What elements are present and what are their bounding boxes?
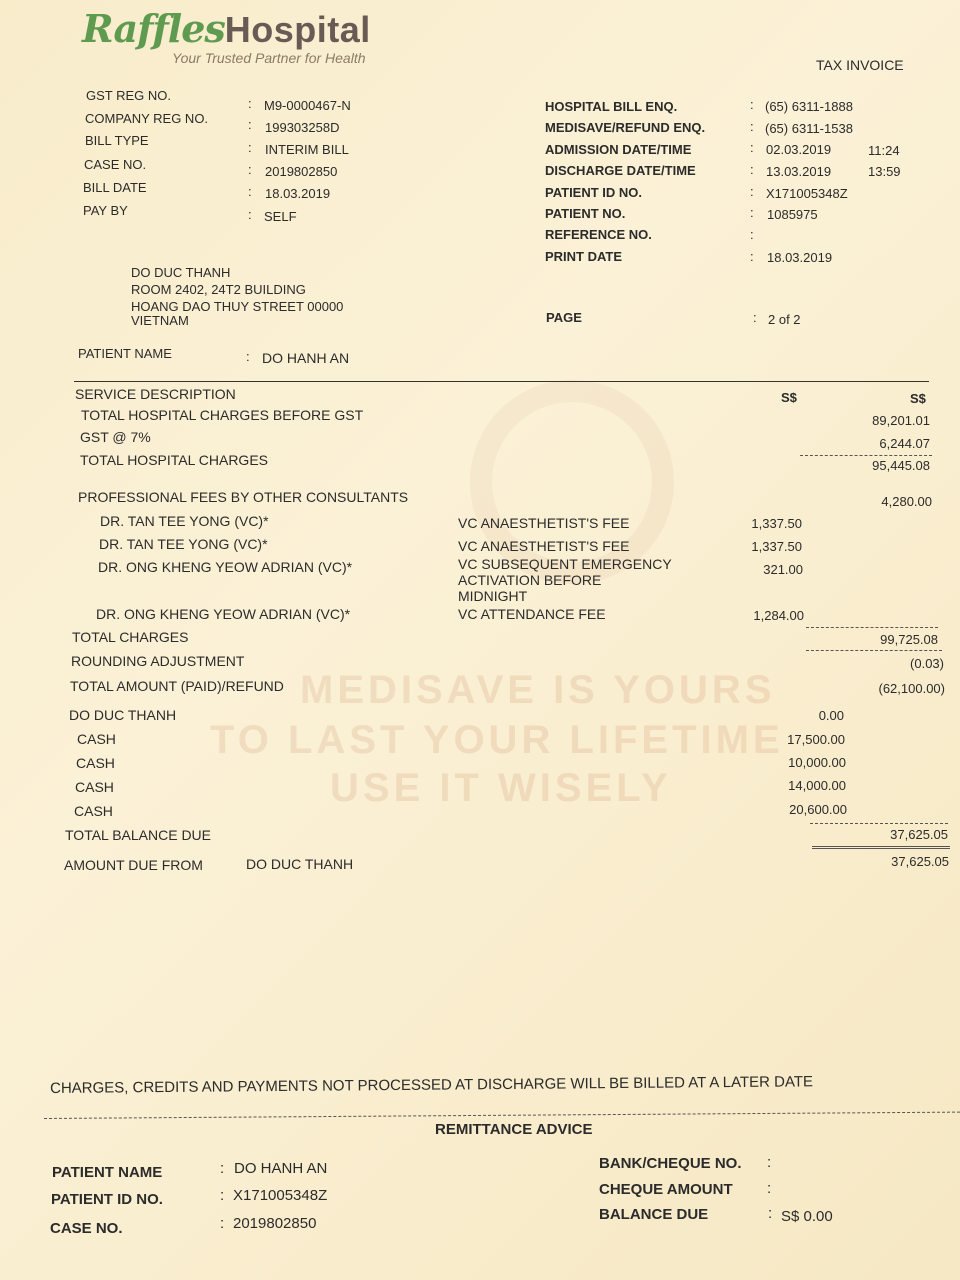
balance-rule: [810, 823, 948, 824]
fee-amount: 321.00: [763, 562, 803, 577]
page-label: PAGE: [546, 310, 582, 325]
page-colon: :: [753, 310, 757, 325]
company-reg-colon: :: [248, 117, 252, 132]
discharge-label: DISCHARGE DATE/TIME: [545, 163, 696, 178]
print-date-colon: :: [750, 249, 754, 264]
admission-label: ADMISSION DATE/TIME: [545, 142, 692, 157]
logo-tagline: Your Trusted Partner for Health: [172, 50, 366, 66]
company-reg-value: 199303258D: [265, 120, 340, 135]
remit-patient-name-colon: :: [220, 1160, 225, 1177]
pay-by-label: PAY BY: [83, 203, 128, 218]
bank-cheque-no-label: BANK/CHEQUE NO.: [599, 1155, 742, 1172]
address-line: HOANG DAO THUY STREET 00000: [131, 299, 344, 314]
watermark-line-1: MEDISAVE IS YOURS: [300, 668, 776, 712]
admission-time: 11:24: [868, 143, 900, 158]
remit-patient-id-value: X171005348Z: [233, 1187, 328, 1204]
total-charges-amount: 99,725.08: [880, 632, 938, 647]
tear-line: [44, 1112, 960, 1119]
subtotal-rule: [800, 455, 932, 456]
hospital-charges-before-gst-amount: 89,201.01: [872, 413, 930, 428]
balance-due-label: BALANCE DUE: [599, 1206, 709, 1223]
rounding-adjustment-label: ROUNDING ADJUSTMENT: [71, 653, 245, 669]
document-type: TAX INVOICE: [816, 57, 904, 73]
case-no-label: CASE NO.: [84, 157, 147, 172]
billing-notice: CHARGES, CREDITS AND PAYMENTS NOT PROCESSED AT DISCHARGE WILL BE BILLED AT A LATER DATE: [50, 1073, 814, 1097]
bank-cheque-no-colon: :: [767, 1154, 772, 1171]
discharge-date: 13.03.2019: [766, 164, 832, 179]
payment-method: CASH: [75, 779, 114, 795]
fee-amount: 1,337.50: [751, 539, 802, 554]
total-charges-label: TOTAL CHARGES: [72, 629, 189, 645]
patient-name-value: DO HANH AN: [262, 350, 350, 366]
professional-fees-label: PROFESSIONAL FEES BY OTHER CONSULTANTS: [78, 489, 409, 505]
gst-amount: 6,244.07: [879, 436, 930, 451]
patient-id-label: PATIENT ID NO.: [545, 185, 643, 200]
patient-no-colon: :: [750, 205, 754, 220]
fee-description: VC ATTENDANCE FEE: [458, 606, 606, 622]
gst-label: GST @ 7%: [80, 429, 151, 445]
amount-due-from-label: AMOUNT DUE FROM: [64, 857, 203, 873]
balance-due-value: S$ 0.00: [781, 1208, 833, 1225]
total-paid-refund-amount: (62,100.00): [878, 681, 945, 696]
payment-method: CASH: [77, 731, 116, 747]
hospital-charges-before-gst-label: TOTAL HOSPITAL CHARGES BEFORE GST: [81, 407, 364, 423]
payment-amount: 10,000.00: [788, 755, 846, 770]
case-no-colon: :: [248, 162, 252, 177]
payer-amount: 0.00: [818, 708, 844, 723]
payment-amount: 17,500.00: [787, 732, 845, 747]
fee-doctor: DR. ONG KHENG YEOW ADRIAN (VC)*: [98, 559, 353, 575]
gst-reg-label: GST REG NO.: [86, 88, 171, 103]
payment-method: CASH: [74, 803, 113, 819]
admission-colon: :: [750, 140, 754, 155]
rounding-adjustment-amount: (0.03): [910, 656, 944, 671]
address-line: VIETNAM: [131, 313, 189, 328]
service-description-heading: SERVICE DESCRIPTION: [75, 386, 236, 402]
bill-date-value: 18.03.2019: [265, 186, 331, 201]
amount-due-from-amount: 37,625.05: [891, 854, 949, 869]
discharge-colon: :: [750, 162, 754, 177]
pay-by-colon: :: [248, 207, 252, 222]
company-reg-label: COMPANY REG NO.: [85, 111, 209, 126]
gst-reg-value: M9-0000467-N: [264, 98, 351, 113]
reference-no-label: REFERENCE NO.: [545, 227, 652, 242]
hospital-bill-enq-label: HOSPITAL BILL ENQ.: [545, 99, 678, 114]
hospital-logo: [82, 6, 371, 51]
address-line: DO DUC THANH: [131, 265, 231, 280]
fee-doctor: DR. TAN TEE YONG (VC)*: [99, 536, 268, 552]
fee-description: VC ANAESTHETIST'S FEE: [458, 538, 630, 554]
cheque-amount-colon: :: [767, 1180, 772, 1197]
logo-brand: Raffles: [82, 6, 225, 51]
reference-no-colon: :: [750, 227, 754, 242]
patient-name-label: PATIENT NAME: [78, 346, 172, 361]
balance-double-rule: [812, 846, 950, 849]
remit-patient-name-label: PATIENT NAME: [52, 1164, 163, 1181]
patient-id-value: X171005348Z: [766, 186, 848, 201]
page-value: 2 of 2: [768, 312, 801, 327]
remit-patient-id-colon: :: [220, 1187, 225, 1204]
medisave-enq-label: MEDISAVE/REFUND ENQ.: [545, 120, 706, 135]
payer-name: DO DUC THANH: [69, 707, 177, 723]
total-paid-refund-label: TOTAL AMOUNT (PAID)/REFUND: [70, 678, 284, 694]
fee-description-line-2: ACTIVATION BEFORE: [458, 572, 602, 588]
patient-no-label: PATIENT NO.: [545, 206, 626, 221]
rounding-rule: [806, 650, 942, 651]
payment-amount: 14,000.00: [788, 778, 846, 793]
watermark-line-2: TO LAST YOUR LIFETIME: [210, 718, 784, 762]
total-charges-rule: [806, 627, 938, 628]
patient-name-colon: :: [246, 349, 250, 364]
payment-amount: 20,600.00: [789, 802, 847, 817]
logo-hospital: Hospital: [224, 9, 371, 50]
remit-case-no-label: CASE NO.: [50, 1220, 123, 1237]
patient-no-value: 1085975: [767, 207, 818, 222]
total-balance-due-amount: 37,625.05: [890, 827, 948, 842]
bill-type-value: INTERIM BILL: [265, 142, 349, 157]
print-date-value: 18.03.2019: [767, 250, 833, 265]
total-hospital-charges-label: TOTAL HOSPITAL CHARGES: [80, 452, 269, 468]
medisave-enq-colon: :: [750, 119, 754, 134]
fee-amount: 1,337.50: [751, 516, 802, 531]
pay-by-value: SELF: [264, 209, 297, 224]
total-balance-due-label: TOTAL BALANCE DUE: [65, 827, 212, 843]
print-date-label: PRINT DATE: [545, 249, 623, 264]
fee-description: VC SUBSEQUENT EMERGENCY: [458, 556, 672, 572]
column-currency-1: S$: [781, 390, 797, 405]
remit-case-no-value: 2019802850: [233, 1215, 317, 1232]
bill-type-colon: :: [248, 140, 252, 155]
total-hospital-charges-amount: 95,445.08: [872, 458, 930, 473]
amount-due-from-name: DO DUC THANH: [246, 856, 354, 872]
fee-amount: 1,284.00: [753, 608, 804, 623]
cheque-amount-label: CHEQUE AMOUNT: [599, 1181, 733, 1198]
fee-description-line-3: MIDNIGHT: [458, 588, 528, 604]
gst-reg-colon: :: [248, 96, 252, 111]
patient-id-colon: :: [750, 184, 754, 199]
bill-type-label: BILL TYPE: [85, 133, 149, 148]
address-line: ROOM 2402, 24T2 BUILDING: [131, 282, 306, 297]
fee-description: VC ANAESTHETIST'S FEE: [458, 515, 630, 531]
remit-case-no-colon: :: [220, 1215, 225, 1232]
payment-method: CASH: [76, 755, 115, 771]
remit-patient-id-label: PATIENT ID NO.: [51, 1191, 163, 1208]
fee-doctor: DR. TAN TEE YONG (VC)*: [100, 513, 269, 529]
remittance-advice-title: REMITTANCE ADVICE: [435, 1121, 593, 1138]
remit-patient-name-value: DO HANH AN: [234, 1160, 328, 1177]
header-rule: [74, 381, 929, 382]
professional-fees-total: 4,280.00: [881, 494, 932, 509]
hospital-bill-enq-value: (65) 6311-1888: [765, 99, 853, 114]
bill-date-label: BILL DATE: [83, 180, 147, 195]
watermark-line-3: USE IT WISELY: [330, 766, 672, 810]
medisave-enq-value: (65) 6311-1538: [765, 121, 853, 136]
admission-date: 02.03.2019: [766, 142, 832, 157]
bill-date-colon: :: [248, 184, 252, 199]
balance-due-colon: :: [768, 1205, 773, 1222]
case-no-value: 2019802850: [265, 164, 338, 179]
hospital-bill-enq-colon: :: [750, 97, 754, 112]
discharge-time: 13:59: [868, 164, 901, 179]
fee-doctor: DR. ONG KHENG YEOW ADRIAN (VC)*: [96, 606, 351, 622]
column-currency-2: S$: [910, 391, 926, 406]
